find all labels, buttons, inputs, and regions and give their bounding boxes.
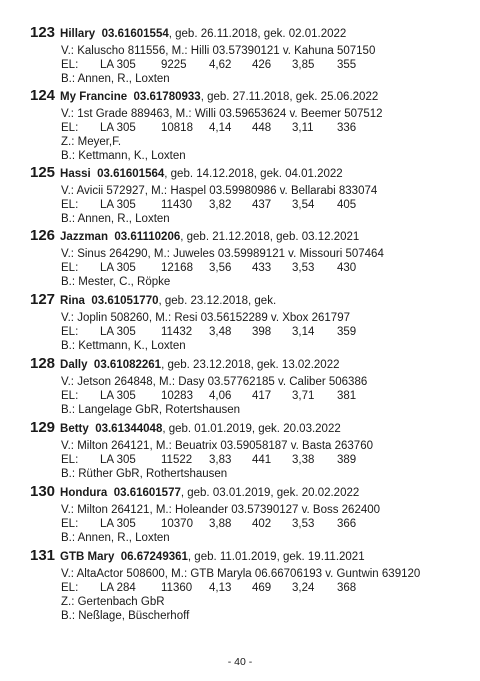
protein-kg: 430 [337,262,357,274]
protein-percent: 3,38 [292,454,315,466]
pedigree-line: V.: Milton 264121, M.: Holeander 03.57390127 v. Boss 262400 [61,504,381,516]
fat-percent: 3,88 [209,518,232,530]
performance-row [61,121,381,135]
performance-label: EL: [61,454,79,466]
fat-percent: 4,13 [209,582,232,594]
breeder-owner-line: B.: Rüther GbR, Rothertshausen [61,468,228,480]
performance-label: EL: [61,262,79,274]
entry-number: 126 [30,227,56,244]
protein-kg: 359 [337,326,357,338]
breeder-owner-line: B.: Annen, R., Loxten [61,532,170,544]
entry-heading [30,228,359,245]
fat-percent: 3,83 [209,454,232,466]
fat-kg: 398 [252,326,272,338]
performance-label: EL: [61,518,79,530]
fat-kg: 402 [252,518,272,530]
protein-kg: 389 [337,454,357,466]
animal-name: Hondura [60,487,108,499]
birth-calving-dates: , geb. 11.01.2019, gek. 19.11.2021 [187,551,365,563]
fat-kg: 469 [252,582,272,594]
birth-calving-dates: , geb. 01.01.2019, gek. 20.03.2022 [162,423,341,435]
birth-calving-dates: , geb. 21.12.2018, geb. 03.12.2021 [180,231,360,243]
entry-heading [30,548,365,565]
protein-kg: 355 [337,59,357,71]
animal-name: Rina [60,295,85,307]
protein-percent: 3,14 [292,326,315,338]
fat-percent: 4,14 [209,122,232,134]
entry-heading [30,484,359,501]
registration-number: 03.61601564 [97,168,165,180]
entry-number: 125 [30,164,56,181]
performance-row [61,325,381,339]
protein-percent: 3,24 [292,582,315,594]
animal-name: My Francine [60,91,128,103]
lactation-type: LA 305 [100,390,136,402]
birth-calving-dates: , geb. 26.11.2018, gek. 02.01.2022 [168,28,347,40]
lactation-type: LA 305 [100,326,136,338]
pedigree-line: V.: Joplin 508260, M.: Resi 03.56152289 v. Xbox 261797 [61,312,350,324]
protein-percent: 3,54 [292,199,315,211]
performance-row [61,517,381,531]
performance-label: EL: [61,199,79,211]
birth-calving-dates: , geb. 23.12.2018, gek. 13.02.2022 [161,359,340,371]
entry-heading [30,25,346,42]
pedigree-line: V.: Sinus 264290, M.: Juweles 03.59989121 v. Missouri 507464 [61,248,384,260]
animal-name: Hassi [60,168,91,180]
birth-calving-dates: , geb. 27.11.2018, gek. 25.06.2022 [200,91,379,103]
registration-number: 03.61082261 [93,359,162,371]
fat-kg: 448 [252,122,272,134]
birth-calving-dates: , geb. 14.12.2018, gek. 04.01.2022 [164,168,343,180]
pedigree-line: V.: Kaluscho 811556, M.: Hilli 03.57390121 v. Kahuna 507150 [61,45,376,57]
entry-heading [30,88,378,105]
lactation-type: LA 305 [100,122,136,134]
animal-name: Betty [60,423,89,435]
performance-label: EL: [61,390,79,402]
entry-number: 130 [30,483,56,500]
entry-number: 123 [30,24,56,41]
fat-percent: 3,56 [209,262,232,274]
registration-number: 03.61110206 [114,231,181,243]
entry-heading [30,356,339,373]
registration-number: 03.61780933 [133,91,201,103]
birth-calving-dates: , geb. 03.01.2019, gek. 20.02.2022 [180,487,360,499]
breeder-owner-line: B.: Langelage GbR, Rotertshausen [61,404,241,416]
protein-percent: 3,11 [292,122,314,134]
performance-label: EL: [61,59,79,71]
protein-kg: 366 [337,518,357,530]
fat-percent: 4,06 [209,390,232,402]
performance-row [61,581,381,595]
breeder-owner-line: B.: Kettmann, K., Loxten [61,150,186,162]
milk-kg: 10370 [161,518,193,530]
milk-kg: 12168 [161,262,193,274]
fat-kg: 417 [252,390,272,402]
pedigree-line: V.: 1st Grade 889463, M.: Willi 03.59653624 v. Beemer 507512 [61,108,383,120]
entry-number: 124 [30,87,56,104]
performance-row [61,261,381,275]
pedigree-line: V.: Milton 264121, M.: Beuatrix 03.59058187 v. Basta 263760 [61,440,373,452]
fat-kg: 426 [252,59,272,71]
entry-heading [30,165,343,182]
milk-kg: 11432 [161,326,193,338]
milk-kg: 9225 [161,59,187,71]
lactation-type: LA 305 [100,518,136,530]
breeder-owner-line: Z.: Gertenbach GbR [61,596,165,608]
entry-number: 129 [30,419,56,436]
entry-heading [30,420,341,437]
protein-kg: 336 [337,122,357,134]
pedigree-line: V.: Jetson 264848, M.: Dasy 03.57762185 v. Caliber 506386 [61,376,368,388]
protein-percent: 3,53 [292,518,315,530]
entry-number: 127 [30,291,56,308]
page-number: - 40 - [227,656,253,668]
breeder-owner-line: B.: Annen, R., Loxten [61,213,170,225]
protein-kg: 405 [337,199,357,211]
performance-label: EL: [61,582,79,594]
fat-kg: 441 [252,454,272,466]
breeder-owner-line: B.: Kettmann, K., Loxten [61,340,186,352]
performance-row [61,58,381,72]
pedigree-line: V.: Avicii 572927, M.: Haspel 03.59980986 v. Bellarabi 833074 [61,185,378,197]
pedigree-line: V.: AltaActor 508600, M.: GTB Maryla 06.66706193 v. Guntwin 639120 [61,568,421,580]
performance-row [61,198,381,212]
fat-percent: 4,62 [209,59,232,71]
protein-percent: 3,85 [292,59,315,71]
lactation-type: LA 284 [100,582,136,594]
performance-row [61,453,381,467]
performance-label: EL: [61,326,79,338]
milk-kg: 11360 [161,582,193,594]
registration-number: 03.61051770 [91,295,159,307]
birth-calving-dates: , geb. 23.12.2018, gek. [158,295,277,307]
breeder-owner-line: B.: Annen, R., Loxten [61,73,170,85]
milk-kg: 11430 [161,199,193,211]
protein-percent: 3,71 [292,390,315,402]
entry-number: 128 [30,355,56,372]
lactation-type: LA 305 [100,262,136,274]
performance-row [61,389,381,403]
milk-kg: 10818 [161,122,193,134]
animal-name: Hillary [60,28,96,40]
breeder-owner-line: Z.: Meyer,F. [61,136,122,148]
milk-kg: 10283 [161,390,193,402]
fat-kg: 433 [252,262,272,274]
protein-percent: 3,53 [292,262,315,274]
fat-kg: 437 [252,199,272,211]
lactation-type: LA 305 [100,454,136,466]
lactation-type: LA 305 [100,59,136,71]
registration-number: 03.61601577 [113,487,181,499]
animal-name: GTB Mary [60,551,115,563]
animal-name: Dally [60,359,88,371]
entry-heading [30,292,276,309]
milk-kg: 11522 [161,454,193,466]
registration-number: 03.61344048 [95,423,163,435]
breeder-owner-line: B.: Mester, C., Röpke [61,276,171,288]
breeder-owner-line: B.: Neßlage, Büscherhoff [61,610,190,622]
protein-kg: 368 [337,582,357,594]
fat-percent: 3,48 [209,326,232,338]
performance-label: EL: [61,122,79,134]
registration-number: 06.67249361 [120,551,188,563]
fat-percent: 3,82 [209,199,232,211]
animal-name: Jazzman [60,231,108,243]
registration-number: 03.61601554 [101,28,169,40]
entry-number: 131 [30,547,56,564]
protein-kg: 381 [337,390,357,402]
lactation-type: LA 305 [100,199,136,211]
